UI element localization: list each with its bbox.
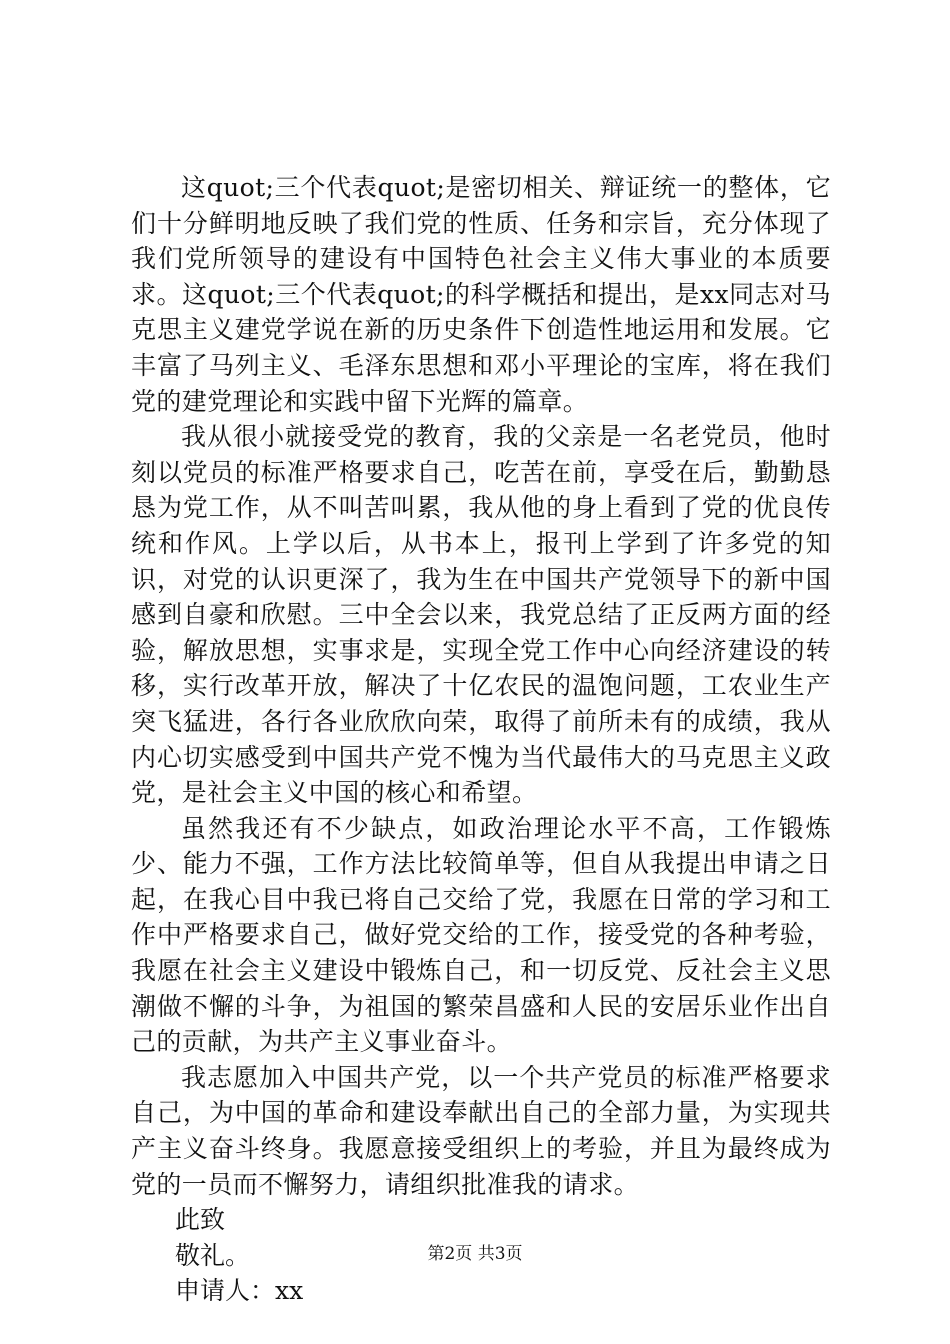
paragraph-party-education: 我从很小就接受党的教育，我的父亲是一名老党员，他时刻以党员的标准严格要求自己，吃苦在前，享受在后，勤勤恳恳为党工作，从不叫苦叫累，我从他的身上看到了党的优良传统和作风。上学以后，从书本上，报刊上学到了许多党的知识，对党的认识更深了，我为生在中国共产党领导下的新中国感到自豪和欣慰。三中全会以来，我党总结了正反两方面的经验，解放思想，实事求是，实现全党工作中心向经济建设的转移，实行改革开放，解决了十亿农民的温饱问题，工农业生产突飞猛进，各行各业欣欣向荣，取得了前所未有的成绩，我从内心切实感受到中国共产党不愧为当代最伟大的马克思主义政党，是社会主义中国的核心和希望。 (131, 422, 831, 808)
applicant-signature: 申请人：xx (175, 1276, 304, 1306)
page-number-footer: 第2页 共3页 (427, 1244, 523, 1264)
paragraph-pledge: 我志愿加入中国共产党，以一个共产党员的标准严格要求自己，为中国的革命和建设奉献出自己的全部力量，为实现共产主义奋斗终身。我愿意接受组织上的考验，并且为最终成为党的一员而不懈努力，请组织批准我的请求。 (131, 1062, 831, 1199)
document-body (131, 170, 831, 1309)
closing-salutation: 此致 (175, 1205, 226, 1235)
paragraph-three-represents: 这quot;三个代表quot;是密切相关、辩证统一的整体，它们十分鲜明地反映了我们党的性质、任务和宗旨，充分体现了我们党所领导的建设有中国特色社会主义伟大事业的本质要求。这quot;三个代表quot;的科学概括和提出，是xx同志对马克思主义建党学说在新的历史条件下创造性地运用和发展。它丰富了马列主义、毛泽东思想和邓小平理论的宝库，将在我们党的建党理论和实践中留下光辉的篇章。 (131, 173, 831, 416)
paragraph-shortcomings: 虽然我还有不少缺点，如政治理论水平不高，工作锻炼少、能力不强，工作方法比较简单等，但自从我提出申请之日起，在我心目中我已将自己交给了党，我愿在日常的学习和工作中严格要求自己，做好党交给的工作，接受党的各种考验，我愿在社会主义建设中锻炼自己，和一切反党、反社会主义思潮做不懈的斗争，为祖国的繁荣昌盛和人民的安居乐业作出自己的贡献，为共产主义事业奋斗。 (131, 813, 831, 1057)
closing-regards: 敬礼。 (175, 1240, 251, 1270)
